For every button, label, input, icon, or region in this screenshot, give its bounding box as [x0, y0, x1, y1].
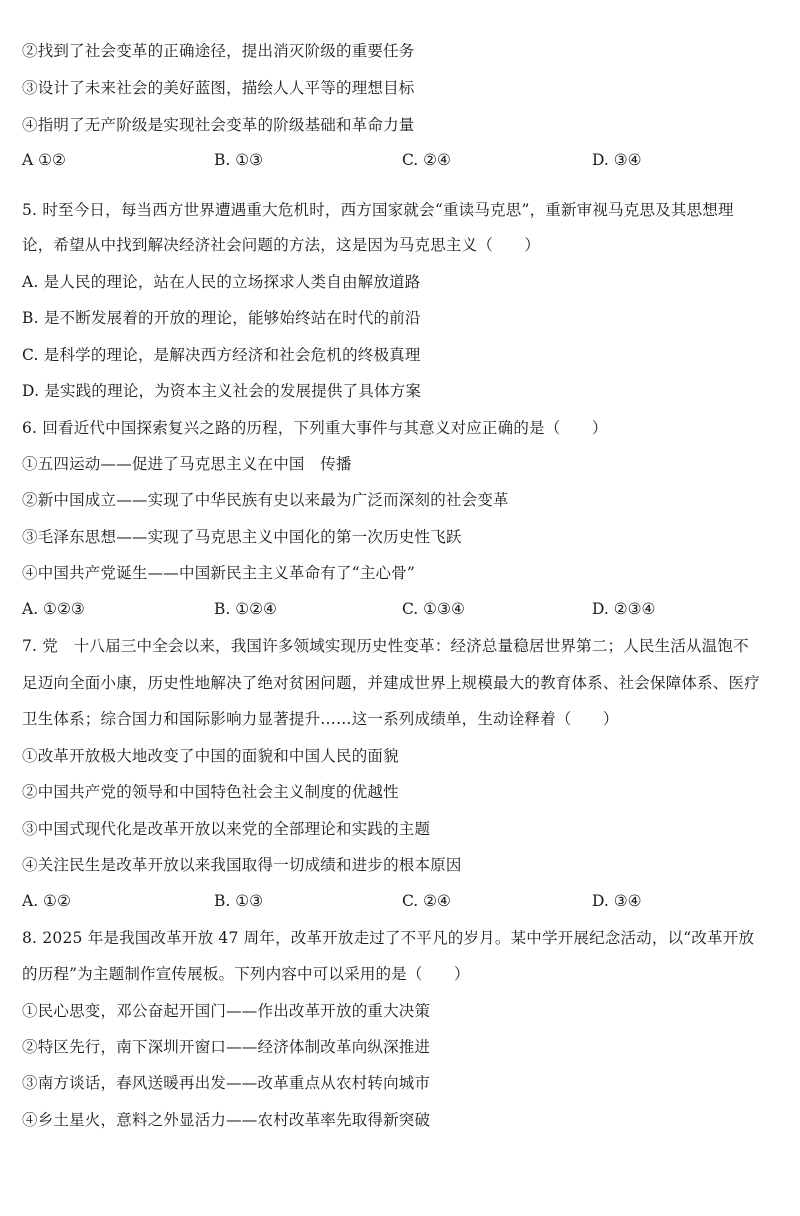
q7-stem-line-1: 7. 党 十八届三中全会以来，我国许多领域实现历史性变革：经济总量稳居世界第二；人民生活从温饱不	[22, 637, 749, 655]
q6-option-d: D. ②③④	[592, 600, 656, 618]
q5-choice-a: A. 是人民的理论，站在人民的立场探求人类自由解放道路	[22, 273, 421, 291]
q8-item-4: ④乡土星火，意料之外显活力——农村改革率先取得新突破	[22, 1111, 431, 1129]
q8-item-3: ③南方谈话，春风送暖再出发——改革重点从农村转向城市	[22, 1074, 431, 1092]
q4-item-2: ②找到了社会变革的正确途径，提出消灭阶级的重要任务	[22, 42, 415, 60]
q5-choice-b: B. 是不断发展着的开放的理论，能够始终站在时代的前沿	[22, 309, 421, 327]
q7-stem-line-3: 卫生体系；综合国力和国际影响力显著提升……这一系列成绩单，生动诠释着（ ）	[22, 710, 619, 728]
q6-options	[22, 598, 782, 620]
q8-item-1: ①民心思变，邓公奋起开国门——作出改革开放的重大决策	[22, 1002, 431, 1020]
q7-stem-line-2: 足迈向全面小康，历史性地解决了绝对贫困问题，并建成世界上规模最大的教育体系、社会保障体系、医疗	[22, 674, 760, 692]
q4-option-d: D. ③④	[592, 151, 642, 169]
q4-options	[22, 149, 782, 171]
q4-item-4: ④指明了无产阶级是实现社会变革的阶级基础和革命力量	[22, 116, 415, 134]
q6-stem: 6. 回看近代中国探索复兴之路的历程，下列重大事件与其意义对应正确的是（ ）	[22, 419, 608, 437]
q4-item-3: ③设计了未来社会的美好蓝图，描绘人人平等的理想目标	[22, 79, 415, 97]
q4-option-c: C. ②④	[402, 151, 451, 169]
q7-option-b: B. ①③	[214, 892, 264, 910]
q5-stem-line-2: 论，希望从中找到解决经济社会问题的方法，这是因为马克思主义（ ）	[22, 236, 541, 254]
q7-item-2: ②中国共产党的领导和中国特色社会主义制度的优越性	[22, 783, 399, 801]
q8-stem-line-2: 的历程”为主题制作宣传展板。下列内容中可以采用的是（ ）	[22, 965, 470, 983]
q6-option-a: A. ①②③	[22, 600, 85, 618]
q7-item-4: ④关注民生是改革开放以来我国取得一切成绩和进步的根本原因	[22, 856, 462, 874]
q6-option-c: C. ①③④	[402, 600, 465, 618]
q6-option-b: B. ①②④	[214, 600, 277, 618]
q7-option-c: C. ②④	[402, 892, 451, 910]
q8-stem-line-1: 8. 2025 年是我国改革开放 47 周年，改革开放走过了不平凡的岁月。某中学开展纪念活动，以“改革开放	[22, 929, 755, 947]
q5-choice-c: C. 是科学的理论，是解决西方经济和社会危机的终极真理	[22, 346, 421, 364]
q6-item-2: ②新中国成立——实现了中华民族有史以来最为广泛而深刻的社会变革	[22, 491, 509, 509]
q7-options	[22, 890, 782, 912]
q6-item-4: ④中国共产党诞生——中国新民主主义革命有了“主心骨”	[22, 564, 416, 582]
q4-option-a: A ①②	[22, 151, 66, 169]
q5-stem-line-1: 5. 时至今日，每当西方世界遭遇重大危机时，西方国家就会“重读马克思”，重新审视马克思及其思想理	[22, 201, 734, 219]
q7-item-1: ①改革开放极大地改变了中国的面貌和中国人民的面貌	[22, 747, 399, 765]
q7-item-3: ③中国式现代化是改革开放以来党的全部理论和实践的主题	[22, 820, 431, 838]
q6-item-1: ①五四运动——促进了马克思主义在中国 传播	[22, 455, 352, 473]
q4-option-b: B. ①③	[214, 151, 264, 169]
q5-choice-d: D. 是实践的理论，为资本主义社会的发展提供了具体方案	[22, 382, 422, 400]
q8-item-2: ②特区先行，南下深圳开窗口——经济体制改革向纵深推进	[22, 1038, 431, 1056]
q7-option-a: A. ①②	[22, 892, 71, 910]
q6-item-3: ③毛泽东思想——实现了马克思主义中国化的第一次历史性飞跃	[22, 528, 462, 546]
q7-option-d: D. ③④	[592, 892, 642, 910]
